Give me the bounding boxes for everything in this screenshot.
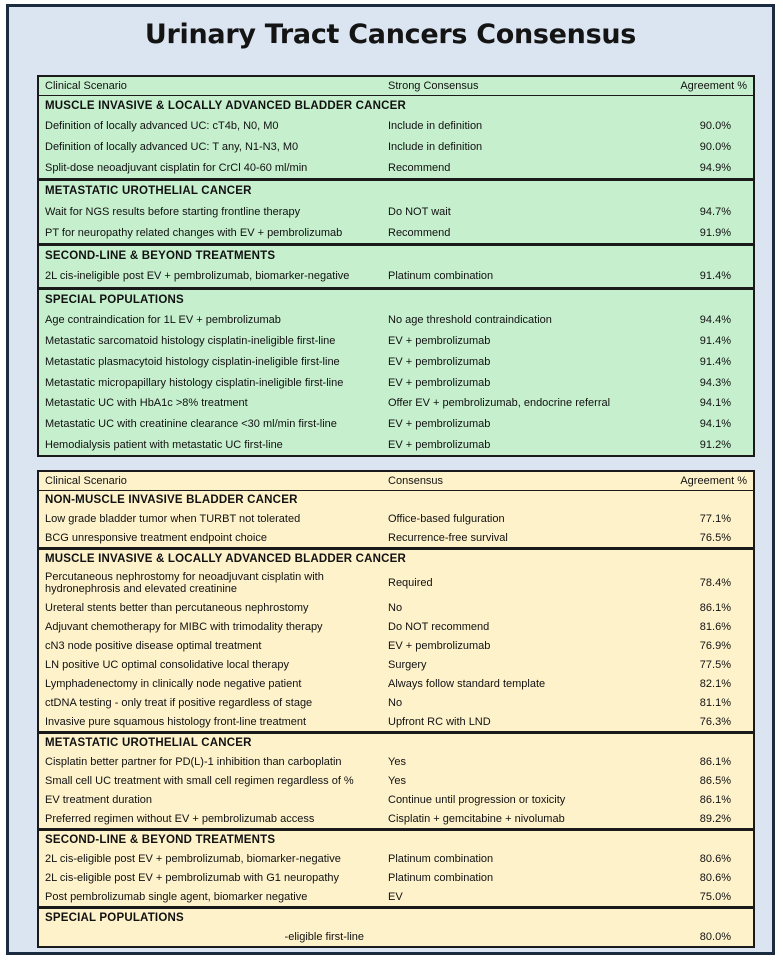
agreement-cell: 76.9% bbox=[699, 639, 731, 652]
table-section bbox=[39, 547, 753, 731]
scenario-cell: cN3 node positive disease optimal treatment bbox=[45, 639, 262, 652]
consensus-cell: EV + pembrolizumab bbox=[388, 438, 491, 451]
agreement-cell: 94.3% bbox=[699, 376, 731, 389]
scenario-cell: Low grade bladder tumor when TURBT not tolerated bbox=[45, 512, 301, 525]
agreement-cell: 76.5% bbox=[699, 531, 731, 544]
scenario-cell: Adjuvant chemotherapy for MIBC with trimodality therapy bbox=[45, 620, 323, 633]
agreement-cell: 94.9% bbox=[699, 161, 731, 174]
agreement-cell: 76.3% bbox=[699, 715, 731, 728]
consensus-cell: EV + pembrolizumab bbox=[388, 418, 491, 431]
table-row bbox=[39, 568, 753, 598]
agreement-cell: 94.1% bbox=[699, 418, 731, 431]
table-header bbox=[39, 472, 753, 491]
table-header bbox=[39, 77, 753, 96]
scenario-cell: Post pembrolizumab single agent, biomarker negative bbox=[45, 890, 308, 903]
scenario-cell: Metastatic UC with creatinine clearance <30 ml/min first-line bbox=[45, 418, 337, 431]
scenario-cell: Hemodialysis patient with metastatic UC first-line bbox=[45, 438, 283, 451]
section-title: NON-MUSCLE INVASIVE BLADDER CANCER bbox=[45, 494, 298, 506]
consensus-cell: Do NOT wait bbox=[388, 205, 451, 218]
header-consensus: Strong Consensus bbox=[388, 80, 479, 92]
section-title: SECOND-LINE & BEYOND TREATMENTS bbox=[45, 834, 276, 846]
table-section bbox=[39, 491, 753, 547]
header-agreement: Agreement % bbox=[680, 80, 747, 92]
page-frame bbox=[6, 4, 775, 955]
table-row bbox=[39, 712, 753, 731]
scenario-cell: Definition of locally advanced UC: cT4b, N0, M0 bbox=[45, 120, 279, 133]
agreement-cell: 86.5% bbox=[699, 774, 731, 787]
table-row bbox=[39, 266, 753, 287]
agreement-cell: 94.4% bbox=[699, 314, 731, 327]
header-agreement: Agreement % bbox=[680, 475, 747, 487]
agreement-cell: 91.9% bbox=[699, 226, 731, 239]
table-row bbox=[39, 310, 753, 331]
table-row bbox=[39, 752, 753, 771]
table-row bbox=[39, 158, 753, 179]
scenario-cell: ctDNA testing - only treat if positive regardless of stage bbox=[45, 696, 313, 709]
agreement-cell: 75.0% bbox=[699, 890, 731, 903]
agreement-cell: 81.6% bbox=[699, 620, 731, 633]
consensus-cell: Do NOT recommend bbox=[388, 620, 490, 633]
agreement-cell: 81.1% bbox=[699, 696, 731, 709]
scenario-cell: -eligible first-line bbox=[284, 930, 365, 943]
table-section bbox=[39, 828, 753, 906]
section-title: MUSCLE INVASIVE & LOCALLY ADVANCED BLADDER CANCER bbox=[45, 553, 406, 565]
agreement-cell: 91.4% bbox=[699, 355, 731, 368]
table-row bbox=[39, 331, 753, 352]
table-row bbox=[39, 351, 753, 372]
header-scenario: Clinical Scenario bbox=[45, 475, 127, 487]
agreement-cell: 80.6% bbox=[699, 852, 731, 865]
agreement-cell: 77.5% bbox=[699, 658, 731, 671]
consensus-cell: Recurrence-free survival bbox=[388, 531, 508, 544]
scenario-cell: 2L cis-eligible post EV + pembrolizumab, biomarker-negative bbox=[45, 852, 341, 865]
table-row bbox=[39, 598, 753, 617]
table-row bbox=[39, 809, 753, 828]
table-row bbox=[39, 435, 753, 456]
agreement-cell: 86.1% bbox=[699, 793, 731, 806]
header-scenario: Clinical Scenario bbox=[45, 80, 127, 92]
consensus-cell: Office-based fulguration bbox=[388, 512, 505, 525]
consensus-cell: Recommend bbox=[388, 226, 451, 239]
table-row bbox=[39, 849, 753, 868]
table-row bbox=[39, 116, 753, 137]
header-consensus: Consensus bbox=[388, 475, 444, 487]
table-section bbox=[39, 178, 753, 243]
scenario-cell: EV treatment duration bbox=[45, 793, 153, 806]
section-title: SPECIAL POPULATIONS bbox=[45, 912, 184, 924]
table-row bbox=[39, 790, 753, 809]
consensus-cell: Yes bbox=[388, 774, 406, 787]
scenario-cell: Ureteral stents better than percutaneous nephrostomy bbox=[45, 601, 309, 614]
table-row bbox=[39, 137, 753, 158]
consensus-cell: Cisplatin + gemcitabine + nivolumab bbox=[388, 812, 565, 825]
agreement-cell: 77.1% bbox=[699, 512, 731, 525]
table-row bbox=[39, 509, 753, 528]
consensus-cell: EV + pembrolizumab bbox=[388, 355, 491, 368]
consensus-cell: Platinum combination bbox=[388, 270, 494, 283]
table-row bbox=[39, 771, 753, 790]
scenario-cell: Lymphadenectomy in clinically node negative patient bbox=[45, 677, 302, 690]
agreement-cell: 86.1% bbox=[699, 601, 731, 614]
agreement-cell: 90.0% bbox=[699, 120, 731, 133]
scenario-cell: Metastatic plasmacytoid histology cisplatin-ineligible first-line bbox=[45, 355, 340, 368]
agreement-cell: 94.7% bbox=[699, 205, 731, 218]
table-row bbox=[39, 393, 753, 414]
consensus-cell: Yes bbox=[388, 755, 406, 768]
consensus-cell: EV + pembrolizumab bbox=[388, 639, 491, 652]
table-row bbox=[39, 887, 753, 906]
scenario-cell: Metastatic UC with HbA1c >8% treatment bbox=[45, 397, 248, 410]
consensus-cell: Required bbox=[388, 577, 433, 589]
section-title: SPECIAL POPULATIONS bbox=[45, 293, 184, 306]
agreement-cell: 90.0% bbox=[699, 141, 731, 154]
section-title: METASTATIC UROTHELIAL CANCER bbox=[45, 737, 252, 749]
consensus-cell: Recommend bbox=[388, 161, 451, 174]
consensus-cell: Platinum combination bbox=[388, 871, 494, 884]
consensus-cell: EV + pembrolizumab bbox=[388, 334, 491, 347]
table-row bbox=[39, 655, 753, 674]
agreement-cell: 89.2% bbox=[699, 812, 731, 825]
scenario-cell: Age contraindication for 1L EV + pembrolizumab bbox=[45, 314, 281, 327]
table-row bbox=[39, 372, 753, 393]
scenario-cell: Metastatic sarcomatoid histology cisplatin-ineligible first-line bbox=[45, 334, 336, 347]
consensus-cell: Include in definition bbox=[388, 120, 483, 133]
consensus-cell: No bbox=[388, 696, 403, 709]
scenario-cell: Wait for NGS results before starting frontline therapy bbox=[45, 205, 301, 218]
scenario-cell: Definition of locally advanced UC: T any, N1-N3, M0 bbox=[45, 141, 299, 154]
table-row bbox=[39, 927, 753, 946]
table-row bbox=[39, 674, 753, 693]
table-row bbox=[39, 528, 753, 547]
agreement-cell: 80.0% bbox=[699, 930, 731, 943]
consensus-cell: Always follow standard template bbox=[388, 677, 546, 690]
scenario-cell: Invasive pure squamous histology front-line treatment bbox=[45, 715, 307, 728]
consensus-cell: Surgery bbox=[388, 658, 427, 671]
page-title: Urinary Tract Cancers Consensus bbox=[144, 19, 637, 50]
consensus-cell: Offer EV + pembrolizumab, endocrine referral bbox=[388, 397, 611, 410]
scenario-cell: Percutaneous nephrostomy for neoadjuvant cisplatin with hydronephrosis and elevated creatinine bbox=[45, 571, 324, 595]
agreement-cell: 91.2% bbox=[699, 438, 731, 451]
consensus-cell: EV bbox=[388, 890, 403, 903]
table-row bbox=[39, 414, 753, 435]
scenario-cell: PT for neuropathy related changes with EV + pembrolizumab bbox=[45, 226, 343, 239]
section-title: METASTATIC UROTHELIAL CANCER bbox=[45, 185, 252, 198]
consensus-cell: No age threshold contraindication bbox=[388, 314, 552, 327]
consensus-cell: EV + pembrolizumab bbox=[388, 376, 491, 389]
scenario-cell: LN positive UC optimal consolidative local therapy bbox=[45, 658, 289, 671]
table-section bbox=[39, 731, 753, 828]
scenario-cell: 2L cis-eligible post EV + pembrolizumab with G1 neuropathy bbox=[45, 871, 339, 884]
consensus-table bbox=[37, 470, 755, 948]
agreement-cell: 78.4% bbox=[699, 577, 731, 589]
agreement-cell: 82.1% bbox=[699, 677, 731, 690]
section-title: MUSCLE INVASIVE & LOCALLY ADVANCED BLADDER CANCER bbox=[45, 100, 406, 112]
table-section bbox=[39, 287, 753, 456]
agreement-cell: 91.4% bbox=[699, 334, 731, 347]
consensus-cell: Upfront RC with LND bbox=[388, 715, 491, 728]
scenario-cell: Preferred regimen without EV + pembrolizumab access bbox=[45, 812, 315, 825]
agreement-cell: 91.4% bbox=[699, 270, 731, 283]
consensus-cell: Continue until progression or toxicity bbox=[388, 793, 566, 806]
scenario-cell: 2L cis-ineligible post EV + pembrolizumab, biomarker-negative bbox=[45, 270, 350, 283]
table-row bbox=[39, 617, 753, 636]
scenario-cell: BCG unresponsive treatment endpoint choice bbox=[45, 531, 267, 544]
scenario-cell: Small cell UC treatment with small cell regimen regardless of % bbox=[45, 774, 354, 787]
table-row bbox=[39, 636, 753, 655]
scenario-cell: Cisplatin better partner for PD(L)-1 inhibition than carboplatin bbox=[45, 755, 342, 768]
scenario-cell: Split-dose neoadjuvant cisplatin for CrCl 40-60 ml/min bbox=[45, 161, 308, 174]
table-section bbox=[39, 96, 753, 178]
table-body bbox=[39, 96, 753, 455]
table-row bbox=[39, 201, 753, 222]
agreement-cell: 80.6% bbox=[699, 871, 731, 884]
consensus-cell: No bbox=[388, 601, 403, 614]
table-row bbox=[39, 693, 753, 712]
consensus-cell: Include in definition bbox=[388, 141, 483, 154]
table-section bbox=[39, 243, 753, 287]
table-row bbox=[39, 868, 753, 887]
consensus-cell: Platinum combination bbox=[388, 852, 494, 865]
section-title: SECOND-LINE & BEYOND TREATMENTS bbox=[45, 249, 276, 262]
agreement-cell: 94.1% bbox=[699, 397, 731, 410]
table-section bbox=[39, 906, 753, 946]
strong-consensus-table bbox=[37, 75, 755, 457]
agreement-cell: 86.1% bbox=[699, 755, 731, 768]
table-body bbox=[39, 491, 753, 946]
scenario-cell: Metastatic micropapillary histology cisplatin-ineligible first-line bbox=[45, 376, 344, 389]
table-row bbox=[39, 222, 753, 243]
